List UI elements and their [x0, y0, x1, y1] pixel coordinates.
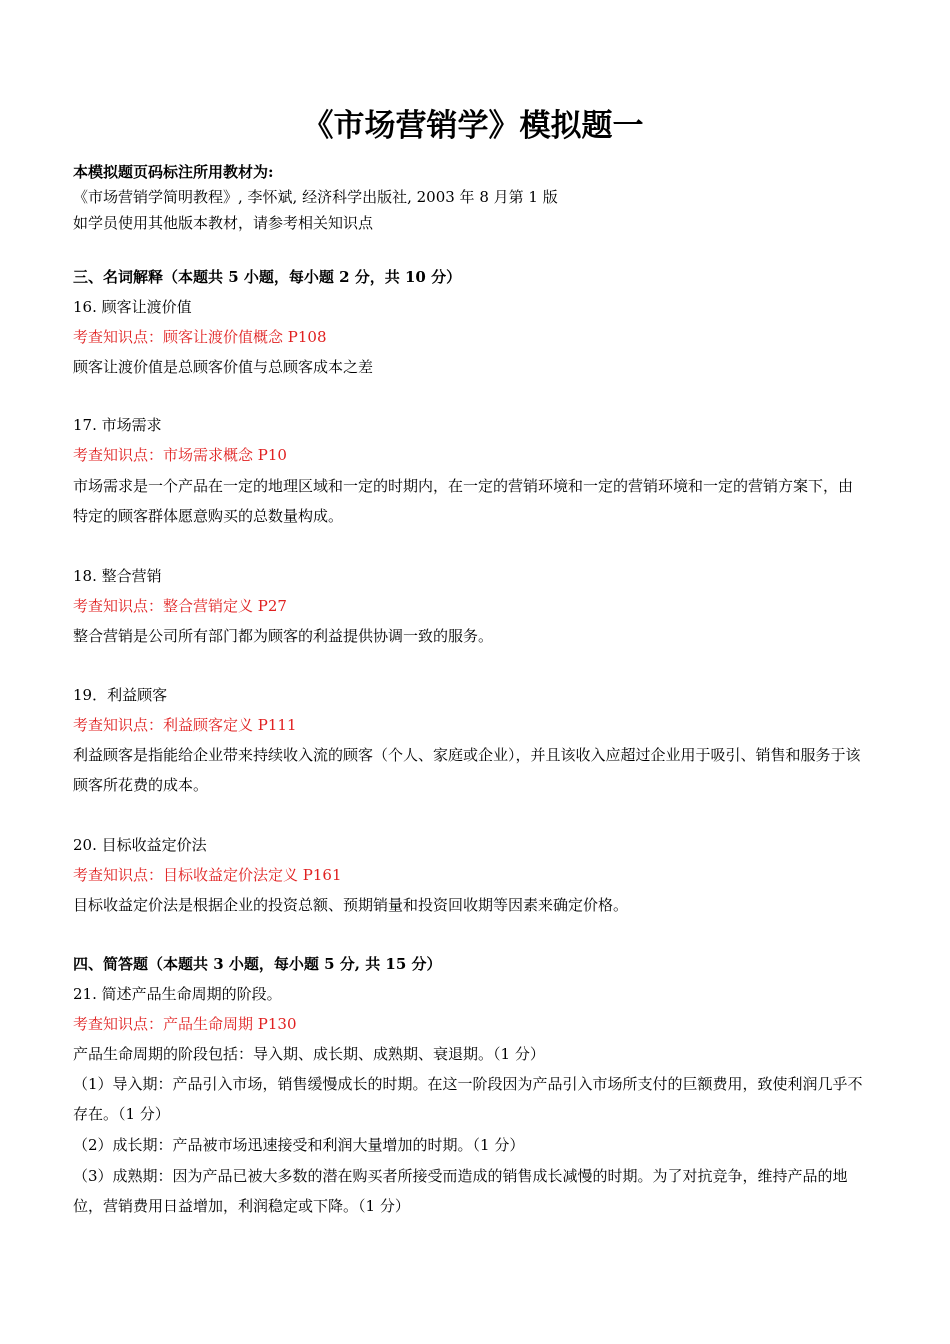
answer-20: 目标收益定价法是根据企业的投资总额、预期销量和投资回收期等因素来确定价格。 [73, 896, 629, 914]
knowledge-point-21: 考查知识点：产品生命周期 P130 [73, 1015, 297, 1033]
answer-21-intro-stage: （1）导入期：产品引入市场，销售缓慢成长的时期。在这一阶段因为产品引入市场所支付的巨额费用，致使利润几乎不存在。（1 分） [73, 1075, 863, 1123]
answer-17: 市场需求是一个产品在一定的地理区域和一定的时期内，在一定的营销环境和一定的营销环境和一定的营销方案下，由特定的顾客群体愿意购买的总数量构成。 [73, 477, 854, 525]
question-21: 21. 简述产品生命周期的阶段。 [73, 985, 282, 1003]
knowledge-point-16: 考查知识点：顾客让渡价值概念 P108 [73, 328, 327, 346]
question-19: 19．利益顾客 [73, 686, 168, 704]
question-17: 17. 市场需求 [73, 416, 162, 434]
page-title: 《市场营销学》模拟题一 [302, 108, 644, 144]
intro-heading: 本模拟题页码标注所用教材为: [73, 163, 274, 181]
section3-heading: 三、名词解释（本题共 5 小题，每小题 2 分，共 10 分） [73, 268, 462, 286]
answer-21-growth-stage: （2）成长期：产品被市场迅速接受和利润大量增加的时期。（1 分） [73, 1136, 525, 1154]
knowledge-point-17: 考查知识点：市场需求概念 P10 [73, 446, 287, 464]
question-20: 20. 目标收益定价法 [73, 836, 207, 854]
knowledge-point-20: 考查知识点：目标收益定价法定义 P161 [73, 866, 342, 884]
answer-21-summary: 产品生命周期的阶段包括：导入期、成长期、成熟期、衰退期。（1 分） [73, 1045, 545, 1063]
section4-heading: 四、简答题（本题共 3 小题，每小题 5 分, 共 15 分） [73, 955, 442, 973]
answer-18: 整合营销是公司所有部门都为顾客的利益提供协调一致的服务。 [73, 627, 494, 645]
answer-21-maturity-stage: （3）成熟期：因为产品已被大多数的潜在购买者所接受而造成的销售成长减慢的时期。为了对抗竞争，维持产品的地位，营销费用日益增加，利润稳定或下降。（1 分） [73, 1167, 848, 1215]
answer-19: 利益顾客是指能给企业带来持续收入流的顾客（个人、家庭或企业），并且该收入应超过企业用于吸引、销售和服务于该顾客所花费的成本。 [73, 746, 861, 794]
answer-16: 顾客让渡价值是总顾客价值与总顾客成本之差 [73, 358, 374, 376]
intro-book: 《市场营销学简明教程》, 李怀斌, 经济科学出版社, 2003 年 8 月第 1 版 [73, 188, 558, 206]
knowledge-point-19: 考查知识点：利益顾客定义 P111 [73, 716, 297, 734]
question-18: 18. 整合营销 [73, 567, 162, 585]
intro-note: 如学员使用其他版本教材，请参考相关知识点 [73, 214, 374, 232]
knowledge-point-18: 考查知识点：整合营销定义 P27 [73, 597, 287, 615]
question-16: 16. 顾客让渡价值 [73, 298, 192, 316]
